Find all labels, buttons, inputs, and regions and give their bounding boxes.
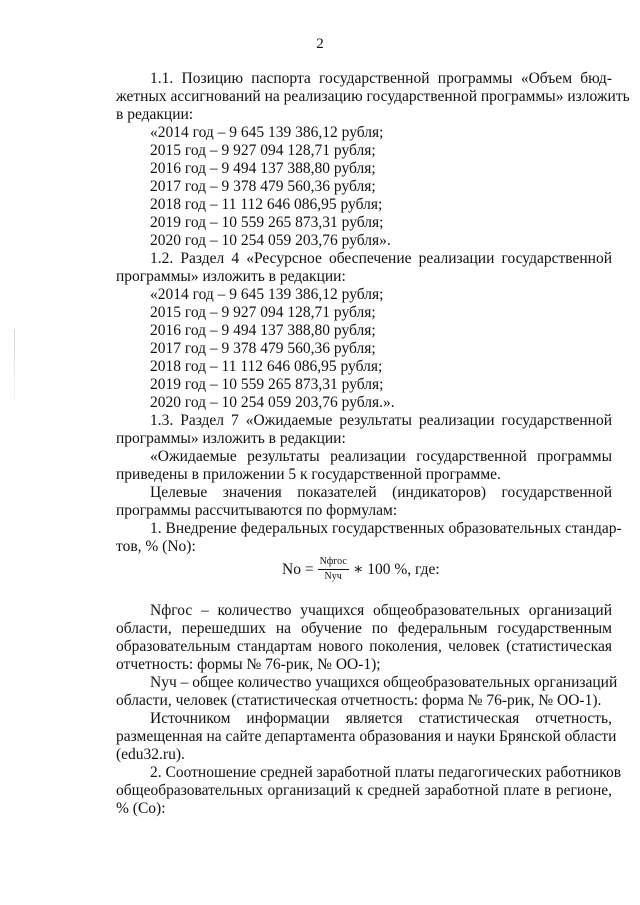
scan-edge-mark xyxy=(14,330,15,400)
source-line: размещенная на сайте департамента образования и науки Брянской области xyxy=(116,728,617,745)
resource-line-2016: 2016 год – 9 494 137 388,80 рубля; xyxy=(150,322,376,339)
resource-line-2017: 2017 год – 9 378 479 560,36 рубля; xyxy=(150,340,376,357)
budget-line-2016: 2016 год – 9 494 137 388,80 рубля; xyxy=(150,160,376,177)
paragraph-1-3-line: программы рассчитываются по формулам: xyxy=(116,502,398,519)
budget-line-2019: 2019 год – 10 559 265 873,31 рубля; xyxy=(150,214,384,231)
definition-line: области, перешедших на обучение по федеральным государственным xyxy=(116,620,612,637)
indicator-2-title: % (Со): xyxy=(116,800,166,817)
indicator-1-title: 1. Внедрение федеральных государственных образовательных стандар- xyxy=(150,520,622,537)
paragraph-1-3-line: 1.3. Раздел 7 «Ожидаемые результаты реализации государственной xyxy=(150,412,612,429)
definition-line: области, человек (статистическая отчетность: форма № 76-рик, № ОО-1). xyxy=(116,692,602,709)
budget-line-2020: 2020 год – 10 254 059 203,76 рубля». xyxy=(150,232,391,249)
resource-line-2018: 2018 год – 11 112 646 086,95 рубля; xyxy=(150,358,383,375)
definition-line: образовательным стандартам нового поколения, человек (статистическая xyxy=(116,638,612,655)
definition-line: Nуч – общее количество учащихся общеобразовательных организаций xyxy=(150,674,618,691)
formula-numerator: Nфгос xyxy=(318,556,349,570)
paragraph-1-3-line: «Ожидаемые результаты реализации государственной программы xyxy=(150,448,612,465)
budget-line-2015: 2015 год – 9 927 094 128,71 рубля; xyxy=(150,142,376,159)
paragraph-1-1-line: жетных ассигнований на реализацию государственной программы» изложить xyxy=(116,88,630,105)
resource-line-2019: 2019 год – 10 559 265 873,31 рубля; xyxy=(150,376,384,393)
formula-fraction xyxy=(318,556,349,583)
indicator-2-title: общеобразовательных организаций к средней заработной плате в регионе, xyxy=(116,782,612,799)
paragraph-1-3-line: Целевые значения показателей (индикаторов) государственной xyxy=(150,484,612,501)
formula-denominator: Nуч xyxy=(324,571,342,582)
formula-lhs: No = xyxy=(282,560,314,578)
paragraph-1-2-line: 1.2. Раздел 4 «Ресурсное обеспечение реализации государственной xyxy=(150,250,612,267)
paragraph-1-2-line: программы» изложить в редакции: xyxy=(116,268,346,285)
indicator-1-title: тов, % (No): xyxy=(116,538,196,555)
formula-rhs: ∗ 100 %, где: xyxy=(352,561,440,578)
resource-line-2014: «2014 год – 9 645 139 386,12 рубля; xyxy=(150,286,384,303)
budget-line-2017: 2017 год – 9 378 479 560,36 рубля; xyxy=(150,178,376,195)
formula-no xyxy=(282,556,440,583)
definition-line: отчетность: формы № 76-рик, № ОО-1); xyxy=(116,656,381,673)
budget-line-2014: «2014 год – 9 645 139 386,12 рубля; xyxy=(150,124,384,141)
resource-line-2015: 2015 год – 9 927 094 128,71 рубля; xyxy=(150,304,376,321)
page-number: 2 xyxy=(316,36,324,52)
source-line: (edu32.ru). xyxy=(116,746,185,763)
resource-line-2020: 2020 год – 10 254 059 203,76 рубля.». xyxy=(150,394,395,411)
definition-line: Nфгос – количество учащихся общеобразовательных организаций xyxy=(150,602,612,619)
paragraph-1-3-line: программы» изложить в редакции: xyxy=(116,430,346,447)
indicator-2-title: 2. Соотношение средней заработной платы педагогических работников xyxy=(150,764,622,781)
paragraph-1-1-line: 1.1. Позицию паспорта государственной программы «Объем бюд- xyxy=(150,70,612,87)
source-line: Источником информации является статистическая отчетность, xyxy=(150,710,612,727)
paragraph-1-1-line: в редакции: xyxy=(116,106,194,123)
budget-line-2018: 2018 год – 11 112 646 086,95 рубля; xyxy=(150,196,383,213)
paragraph-1-3-line: приведены в приложении 5 к государственной программе. xyxy=(116,466,501,483)
